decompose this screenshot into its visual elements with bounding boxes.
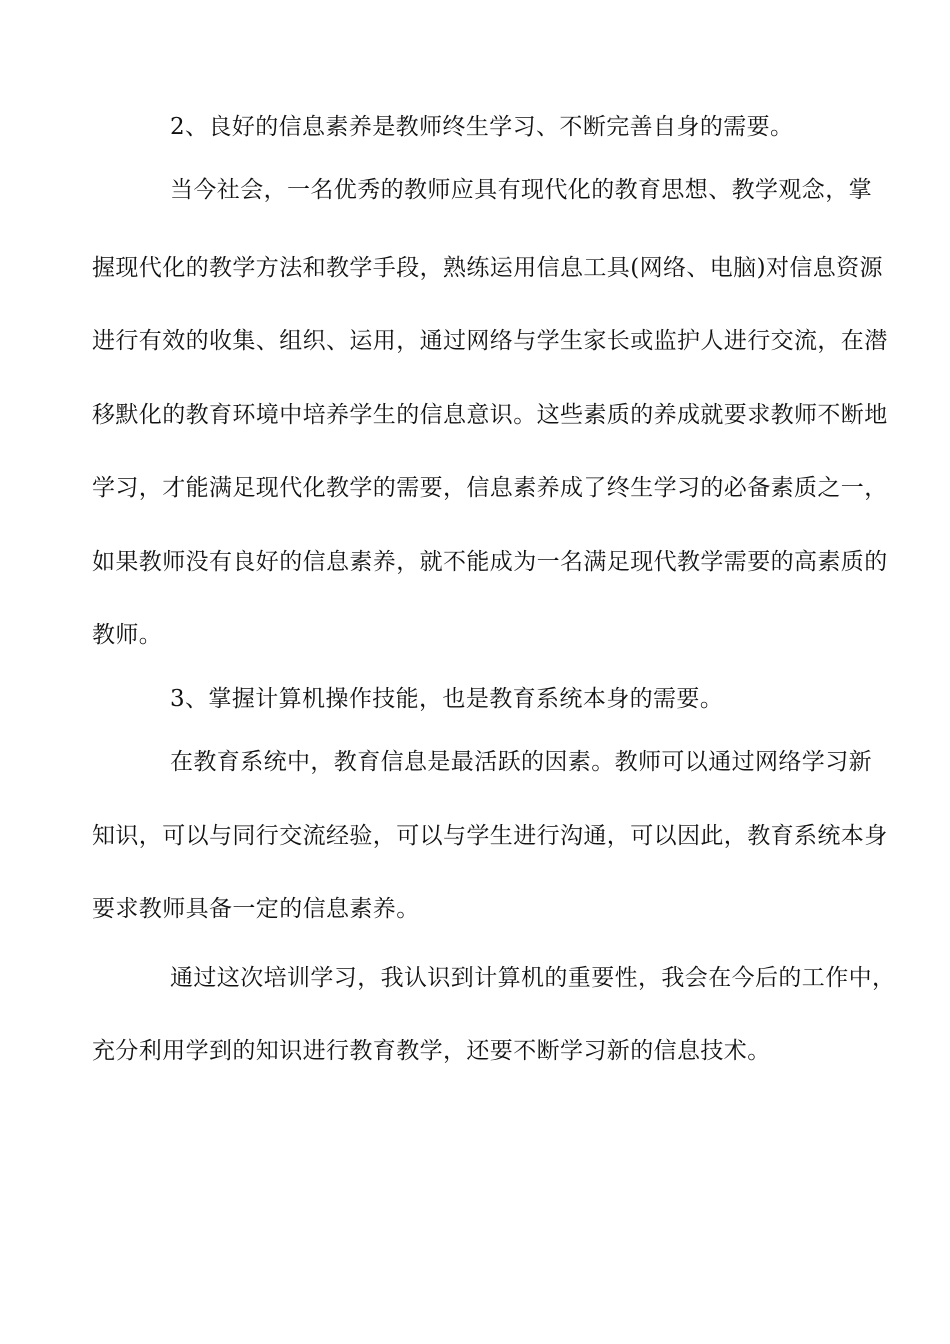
paragraph-line: 进行有效的收集、组织、运用，通过网络与学生家长或监护人进行交流，在潜 xyxy=(92,328,888,354)
heading-point-2: 2、良好的信息素养是教师终生学习、不断完善自身的需要。 xyxy=(170,114,794,140)
paragraph-line: 在教育系统中，教育信息是最活跃的因素。教师可以通过网络学习新 xyxy=(170,749,872,775)
paragraph-line: 如果教师没有良好的信息素养，就不能成为一名满足现代教学需要的高素质的 xyxy=(92,549,888,575)
paragraph-line: 教师。 xyxy=(92,622,163,648)
paragraph-line: 握现代化的教学方法和教学手段，熟练运用信息工具(网络、电脑)对信息资源 xyxy=(92,255,883,281)
paragraph-line: 学习，才能满足现代化教学的需要，信息素养成了终生学习的必备素质之一， xyxy=(92,475,888,501)
paragraph-line: 要求教师具备一定的信息素养。 xyxy=(92,896,420,922)
paragraph-line: 当今社会，一名优秀的教师应具有现代化的教育思想、教学观念，掌 xyxy=(170,177,872,203)
paragraph-line: 移默化的教育环境中培养学生的信息意识。这些素质的养成就要求教师不断地 xyxy=(92,402,888,428)
heading-point-3: 3、掌握计算机操作技能，也是教育系统本身的需要。 xyxy=(170,686,724,712)
paragraph-line: 充分利用学到的知识进行教育教学，还要不断学习新的信息技术。 xyxy=(92,1038,771,1064)
paragraph-line: 知识，可以与同行交流经验，可以与学生进行沟通，可以因此，教育系统本身 xyxy=(92,823,888,849)
paragraph-line: 通过这次培训学习，我认识到计算机的重要性，我会在今后的工作中， xyxy=(170,965,896,991)
